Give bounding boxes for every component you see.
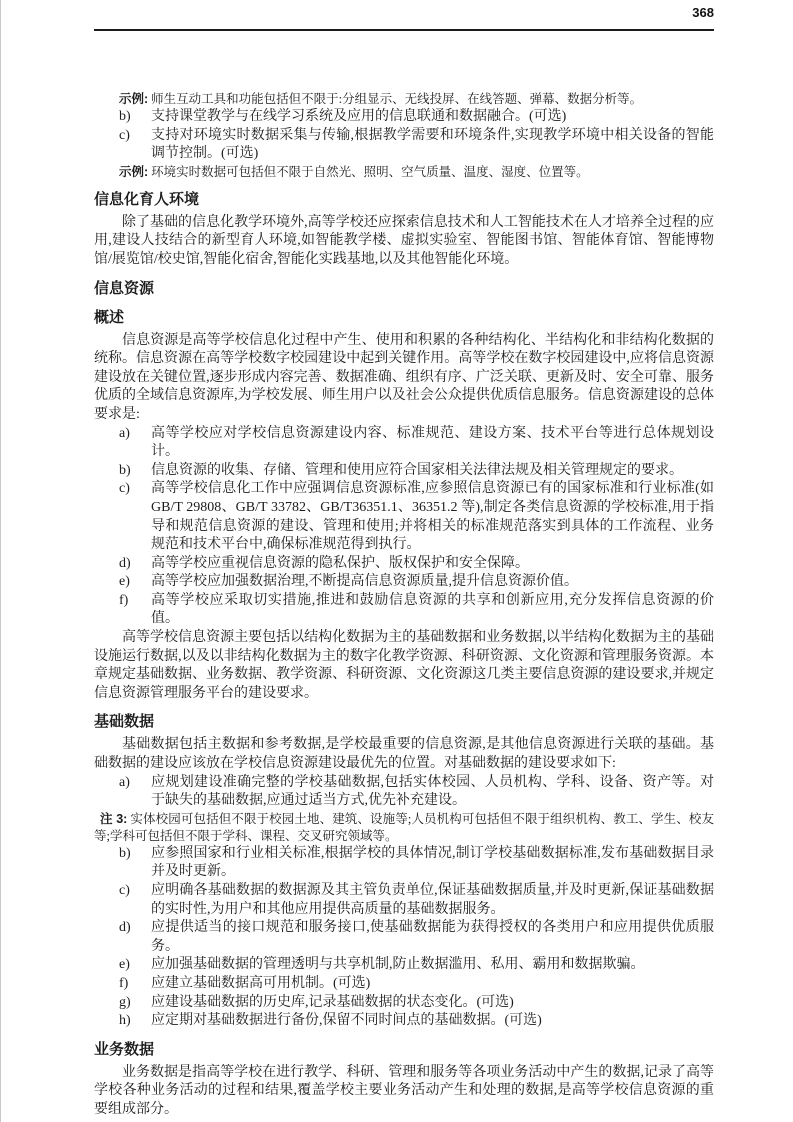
list-item bbox=[94, 573, 714, 592]
list-item bbox=[94, 127, 714, 164]
list-item-label: a) bbox=[119, 425, 130, 441]
note-label: 示例: bbox=[119, 164, 149, 179]
list-item bbox=[94, 845, 714, 882]
list-item-label: h) bbox=[119, 1013, 131, 1029]
list-item bbox=[94, 462, 714, 481]
paragraph: 除了基础的信息化教学环境外,高等学校还应探索信息技术和人工智能技术在人才培养全过程的应用,建设人技结合的新型育人环境,如智能教学楼、虚拟实验室、智能图书馆、智能体育馆、智能博物馆/展览馆/校史馆,智能化宿舍,智能化实践基地,以及其他智能化环境。 bbox=[94, 214, 714, 267]
list-item-label: b) bbox=[119, 462, 131, 478]
list-item-text: 信息资源的收集、存储、管理和使用应符合国家相关法律法规及相关管理规定的要求。 bbox=[151, 462, 683, 478]
list-item-text: 应定期对基础数据进行备份,保留不同时间点的基础数据。(可选) bbox=[151, 1013, 542, 1029]
list-item-label: a) bbox=[119, 774, 130, 790]
list-item-label: f) bbox=[119, 592, 129, 608]
list-item-text: 高等学校信息化工作中应强调信息资源标准,应参照信息资源已有的国家标准和行业标准(如 GB/T 29808、GB/T 33782、GB/T36351.1、36351.2 等),制定各类信息资源的学校标准,用于指导和规范信息资源的建设、管理和使用;并将相关的标准规范落实到具体的工作流程、业务规范和技术平台中,确保标准规范得到执行。 bbox=[151, 481, 714, 553]
note-label: 示例: bbox=[119, 92, 149, 106]
list-item-text: 高等学校应加强数据治理,不断提高信息资源质量,提升信息资源价值。 bbox=[151, 574, 578, 590]
note-label: 注 3: bbox=[100, 811, 128, 826]
section-heading: 概述 bbox=[94, 308, 125, 326]
note-text: 师生互动工具和功能包括但不限于:分组显示、无线投屏、在线答题、弹幕、数据分析等。 bbox=[151, 92, 643, 106]
header-rule bbox=[94, 29, 714, 31]
list-item bbox=[94, 108, 714, 127]
list-item-text: 应规划建设准确完整的学校基础数据,包括实体校园、人员机构、学科、设备、资产等。对于缺失的基础数据,应通过适当方式,优先补充建设。 bbox=[151, 774, 714, 809]
list-item-text: 应明确各基础数据的数据源及其主管负责单位,保证基础数据质量,并及时更新,保证基础数据的实时性,为用户和其他应用提供高质量的基础数据服务。 bbox=[151, 883, 714, 917]
list-item bbox=[94, 975, 714, 994]
list-item-text: 支持对环境实时数据采集与传输,根据教学需要和环境条件,实现教学环境中相关设备的智能调节控制。(可选) bbox=[151, 127, 714, 162]
list-item-text: 高等学校应采取切实措施,推进和鼓励信息资源的共享和创新应用,充分发挥信息资源的价值。 bbox=[151, 592, 714, 627]
list-item-label: b) bbox=[119, 109, 131, 124]
page-number: 368 bbox=[692, 5, 714, 20]
list-item bbox=[94, 480, 714, 554]
list-item-label: d) bbox=[119, 555, 131, 571]
list-item-label: d) bbox=[119, 920, 131, 936]
list-item-text: 支持课堂教学与在线学习系统及应用的信息联通和数据融合。(可选) bbox=[151, 109, 567, 124]
list-item bbox=[94, 882, 714, 919]
list-item-text: 高等学校应重视信息资源的隐私保护、版权保护和安全保障。 bbox=[151, 555, 529, 571]
section-heading: 基础数据 bbox=[94, 713, 155, 731]
list-item-label: e) bbox=[119, 957, 130, 973]
page-header bbox=[1, 0, 793, 31]
list-item bbox=[94, 1012, 714, 1031]
paragraph: 基础数据包括主数据和参考数据,是学校最重要的信息资源,是其他信息资源进行关联的基础。基础数据的建设应该放在学校信息资源建设最优先的位置。对基础数据的建设要求如下: bbox=[94, 737, 714, 772]
list-item bbox=[94, 592, 714, 629]
list-item-text: 应参照国家和行业相关标准,根据学校的具体情况,制订学校基础数据标准,发布基础数据目录并及时更新。 bbox=[151, 845, 714, 880]
list-item-label: c) bbox=[119, 127, 130, 143]
note-text: 实体校园可包括但不限于校园土地、建筑、设施等;人员机构可包括但不限于组织机构、教工、学生、校友等;学科可包括但不限于学科、课程、交叉研究领域等。 bbox=[94, 811, 714, 843]
document-body bbox=[94, 91, 714, 1120]
list-item-label: g) bbox=[119, 994, 131, 1010]
list-item-text: 应加强基础数据的管理透明与共享机制,防止数据滥用、私用、霸用和数据欺骗。 bbox=[151, 957, 645, 973]
list-item-label: f) bbox=[119, 975, 129, 991]
list-item-text: 应提供适当的接口规范和服务接口,使基础数据能为获得授权的各类用户和应用提供优质服务。 bbox=[151, 920, 714, 954]
list-item bbox=[94, 919, 714, 956]
note bbox=[94, 164, 714, 181]
list-item bbox=[94, 956, 714, 975]
section-heading: 信息化育人环境 bbox=[94, 190, 200, 208]
section-heading: 信息资源 bbox=[94, 279, 155, 297]
list-item-label: b) bbox=[119, 845, 131, 861]
list-item bbox=[94, 774, 714, 811]
paragraph: 高等学校信息资源主要包括以结构化数据为主的基础数据和业务数据,以半结构化数据为主的基础设施运行数据,以及以非结构化数据为主的数字化教学资源、科研资源、文化资源和管理服务资源。本章规定基础数据、业务数据、教学资源、科研资源、文化资源这几类主要信息资源的建设要求,并规定信息资源管理服务平台的建设要求。 bbox=[94, 630, 714, 701]
section-heading: 业务数据 bbox=[94, 1040, 155, 1058]
paragraph: 业务数据是指高等学校在进行教学、科研、管理和服务等各项业务活动中产生的数据,记录了高等学校各种业务活动的过程和结果,覆盖学校主要业务活动产生和处理的数据,是高等学校信息资源的重要组成部分。 bbox=[94, 1064, 714, 1117]
list-item-label: c) bbox=[119, 883, 130, 898]
note bbox=[94, 91, 714, 108]
list-item bbox=[94, 994, 714, 1013]
list-item-text: 高等学校应对学校信息资源建设内容、标准规范、建设方案、技术平台等进行总体规划设计。 bbox=[151, 425, 714, 460]
list-item-text: 应建设基础数据的历史库,记录基础数据的状态变化。(可选) bbox=[151, 994, 514, 1010]
list-item bbox=[94, 555, 714, 574]
note-text: 环境实时数据可包括但不限于自然光、照明、空气质量、温度、湿度、位置等。 bbox=[151, 164, 589, 179]
note bbox=[94, 811, 714, 845]
list-item bbox=[94, 425, 714, 462]
list-item-label: e) bbox=[119, 574, 130, 590]
list-item-label: c) bbox=[119, 481, 130, 497]
list-item-text: 应建立基础数据高可用机制。(可选) bbox=[151, 975, 371, 991]
paragraph: 信息资源是高等学校信息化过程中产生、使用和积累的各种结构化、半结构化和非结构化数据的统称。信息资源在高等学校数字校园建设中起到关键作用。高等学校在数字校园建设中,应将信息资源建设放在关键位置,逐步形成内容完善、数据准确、组织有序、广泛关联、更新及时、安全可靠、服务优质的全域信息资源库,为学校发展、师生用户以及社会公众提供优质信息服务。信息资源建设的总体要求是: bbox=[94, 332, 714, 422]
